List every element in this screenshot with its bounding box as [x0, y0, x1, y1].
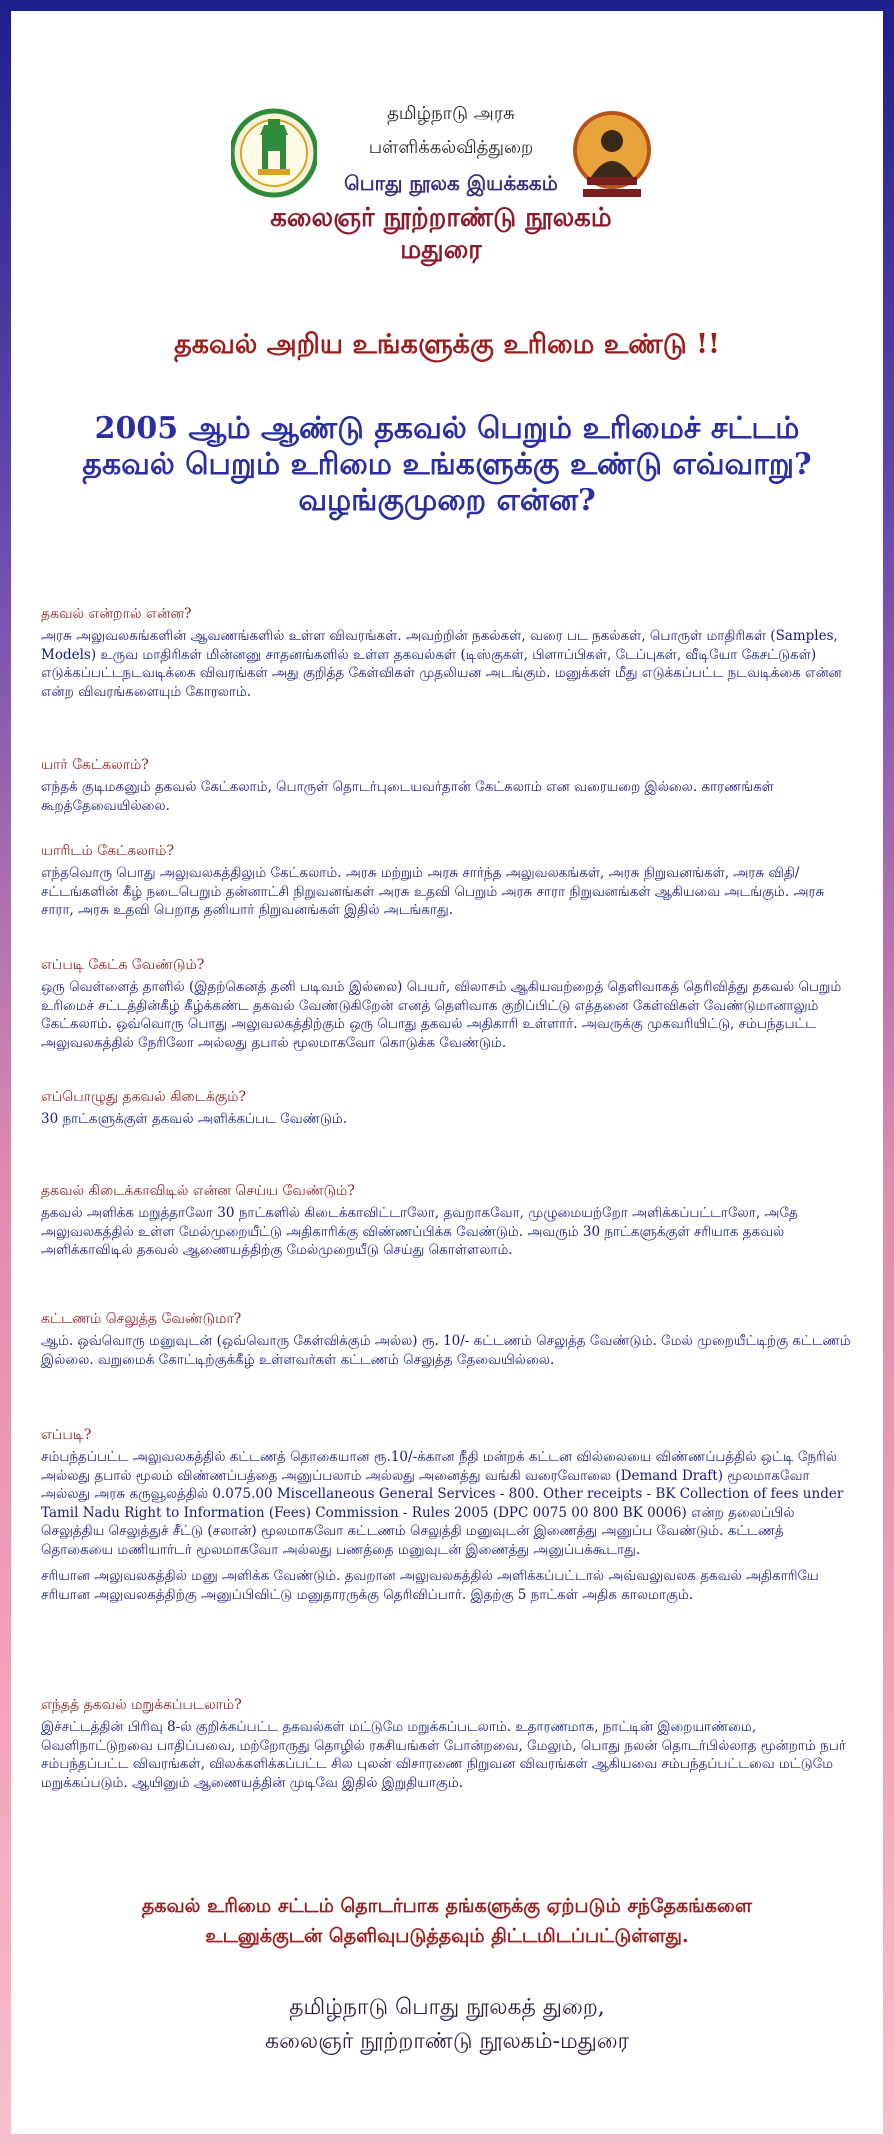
faq-answer-extra: சரியான அலுவலகத்தில் மனு அளிக்க வேண்டும். தவறான அலுவலகத்தில் அளிக்கப்பட்டால் அவ்வலுவலக தகவல் அதிகாரியே சரியான அலுவலகத்திற்கு அனுப்பிவிட்டு மனுதாரருக்கு தெரிவிப்பார். இதற்கு 5 நாட்கள் அதிக காலமாகும்.	[41, 1568, 819, 1603]
faq-how-to-pay	[41, 1427, 853, 1604]
footer-note-line-2: உடனுக்குடன் தெளிவுபடுத்தவும் திட்டமிடப்பட்டுள்ளது.	[205, 1925, 689, 1947]
faq-question: யார் கேட்கலாம்?	[41, 757, 149, 773]
faq-question: எப்படி?	[41, 1427, 92, 1443]
faq-when-received	[41, 1089, 853, 1129]
footer-note-line-1: தகவல் உரிமை சட்டம் தொடர்பாக தங்களுக்கு ஏற்படும் சந்தேகங்களை	[141, 1895, 753, 1917]
title-line-1: 2005 ஆம் ஆண்டு தகவல் பெறும் உரிமைச் சட்டம்	[94, 411, 800, 446]
faq-answer: இச்சட்டத்தின் பிரிவு 8-ல் குறிக்கப்பட்ட தகவல்கள் மட்டுமே மறுக்கப்படலாம். உதாரணமாக, நாட்டின் இறையாண்மை, வெளிநாட்டுறவை பாதிப்பவை, மற்றோருது தொழில் ரகசியங்கள் போன்றவை, மேலும், பொது நலன் தொடர்பில்லாத மூன்றாம் நபர் சம்பந்தப்பட்ட விவரங்கள், விலக்களிக்கப்பட்ட சில புலன் விசாரணை நிறுவன விவரங்கள் ஆகியவை சம்பந்தப்பட்டவை மட்டுமே மறுக்கப்படும். ஆயினும் ஆணையத்தின் முடிவே இதில் இறுதியாகும்.	[41, 1719, 846, 1791]
tagline: தகவல் அறிய உங்களுக்கு உரிமை உண்டு !!	[174, 329, 720, 360]
header-state: தமிழ்நாடு அரசு	[387, 103, 515, 124]
faq-question: தகவல் என்றால் என்ன?	[41, 606, 192, 622]
poster	[11, 11, 883, 2134]
title-line-3: வழங்குமுறை என்ன?	[298, 483, 596, 518]
faq-question: கட்டணம் செலுத்த வேண்டுமா?	[41, 1311, 242, 1327]
tamilnadu-emblem-icon	[231, 107, 317, 199]
title-line-2: தகவல் பெறும் உரிமை உங்களுக்கு உண்டு எவ்வாறு?	[82, 447, 812, 482]
faq-who-can-ask	[41, 757, 853, 815]
header-city: மதுரை	[400, 235, 482, 265]
faq-answer: ஆம். ஒவ்வொரு மனுவுடன் (ஒவ்வொரு கேள்விக்கும் அல்ல) ரூ. 10/- கட்டணம் செலுத்த வேண்டும். மேல் முறையீட்டிற்கு கட்டணம் இல்லை. வறுமைக் கோட்டிற்குக்கீழ் உள்ளவர்கள் கட்டணம் செலுத்த தேவையில்லை.	[41, 1333, 851, 1368]
faq-what-is-info	[41, 606, 853, 701]
faq-answer: அரசு அலுவலகங்களின் ஆவணங்களில் உள்ள விவரங்கள். அவற்றின் நகல்கள், வரை பட நகல்கள், பொருள் மாதிரிகள் (Samples, Models) உருவ மாதிரிகள் மின்னனு சாதனங்களில் உள்ள தகவல்கள் (டிஸ்குகள், பிளாப்பிகள், டேப்புகள், வீடியோ கேசட்டுகள்) எடுக்கப்பட்டநடவடிக்கை விவரங்கள் அது குறித்த கேள்விகள் முதலியன அடங்கும். மனுக்கள் மீது எடுக்கப்பட்ட நடவடிக்கை என்ன என்ற விவரங்களையும் கோரலாம்.	[41, 628, 842, 700]
faq-answer: ஒரு வெள்ளைத் தாளில் (இதற்கெனத் தனி படிவம் இல்லை) பெயர், விலாசம் ஆகியவற்றைத் தெளிவாகத் தெரிவித்து தகவல் பெறும் உரிமைச் சட்டத்தின்கீழ் கீழ்க்கண்ட தகவல் வேண்டுகிறேன் எனத் தெளிவாக குறிப்பிட்டு எத்தனை கேள்விகள் வேண்டுமானாலும் கேட்கலாம். ஒவ்வொரு பொது அலுவலகத்திற்கும் ஒரு பொது தகவல் அதிகாரி உள்ளார். அவருக்கு முகவரியிட்டு, சம்பந்தபட்ட அலுவலகத்தில் நேரிலோ அல்லது தபால் மூலமாகவோ கொடுக்க வேண்டும்.	[41, 979, 842, 1051]
faq-answer: தகவல் அளிக்க மறுத்தாலோ 30 நாட்களில் கிடைக்காவிட்டாலோ, தவறாகவோ, முழுமையற்றோ அளிக்கப்பட்டாலோ, அதே அலுவலகத்தில் உள்ள மேல்முறையீட்டு அதிகாரிக்கு விண்ணப்பிக்க வேண்டும். அவரும் 30 நாட்களுக்குள் சரியாக தகவல் அளிக்காவிடில் தகவல் ஆணையத்திற்கு மேல்முறையீடு செய்து கொள்ளலாம்.	[41, 1205, 798, 1258]
faq-whom-to-ask	[41, 843, 853, 920]
faq-how-to-ask	[41, 957, 853, 1052]
faq-answer: சம்பந்தப்பட்ட அலுவலகத்தில் கட்டணத் தொகையான ரூ.10/-க்கான நீதி மன்றக் கட்டன வில்லையை விண்ணப்பத்தில் ஒட்டி நேரில் அல்லது தபால் மூலம் விண்ணப்பத்தை அனுப்பலாம் அல்லது அனைத்து வங்கி வரைவோலை (Demand Draft) மூலமாகவோ அல்லது அரசு கருவூலத்தில் 0.075.00 Miscellaneous General Services - 800. Other receipts - BK Collection of fees under Tamil Nadu Right to Information (Fees) Commission - Rules 2005 (DPC 0075 00 800 BK 0006) என்ற தலைப்பில் செலுத்திய செலுத்துச் சீட்டு (சலான்) மூலமாகவோ கட்டணம் செலுத்தி மனுவுடன் இணைத்து அனுப்ப வேண்டும். கட்டணத் தொகையை மணியார்டர் மூலமாகவோ அல்லது பணத்தை மனுவுடன் இணைத்து அனுப்பக்கூடாது.	[41, 1449, 844, 1558]
header-library-name: கலைஞர் நூற்றாண்டு நூலகம்	[270, 203, 612, 233]
faq-question: தகவல் கிடைக்காவிடில் என்ன செய்ய வேண்டும்?	[41, 1183, 355, 1199]
faq-answer: எந்தக் குடிமகனும் தகவல் கேட்கலாம், பொருள் தொடர்புடையவர்தான் கேட்கலாம் என வரையறை இல்லை. காரணங்கள் கூறத்தேவையில்லை.	[41, 779, 774, 814]
faq-answer: எந்தவொரு பொது அலுவலகத்திலும் கேட்கலாம். அரசு மற்றும் அரசு சார்ந்த அலுவலகங்கள், அரசு நிறுவனங்கள், அரசு விதி/சட்டங்களின் கீழ் நடைபெறும் தன்னாட்சி நிறுவனங்கள் அரசு உதவி பெறும் அரசு சாரா நிறுவனங்கள் ஆகியவை அடங்கும். அரசு சாரா, அரசு உதவி பெறாத தனியார் நிறுவனங்கள் இதில் அடங்காது.	[41, 865, 825, 918]
faq-what-denied	[41, 1697, 853, 1792]
header	[11, 11, 883, 271]
header-department: பள்ளிக்கல்வித்துறை	[368, 137, 534, 158]
faq-if-not-received	[41, 1183, 853, 1260]
footer-note	[31, 1891, 863, 1951]
faq-answer: 30 நாட்களுக்குள் தகவல் அளிக்கப்பட வேண்டும்.	[41, 1111, 348, 1127]
footer-signature-line-2: கலைஞர் நூற்றாண்டு நூலகம்-மதுரை	[265, 2029, 629, 2054]
page-title	[31, 411, 863, 519]
footer-signature	[31, 1991, 863, 2059]
faq-question: எந்தத் தகவல் மறுக்கப்படலாம்?	[41, 1697, 242, 1713]
library-statue-logo-icon	[573, 111, 651, 201]
faq-question: எப்பொழுது தகவல் கிடைக்கும்?	[41, 1089, 247, 1105]
faq-question: யாரிடம் கேட்கலாம்?	[41, 843, 174, 859]
faq-fee	[41, 1311, 853, 1369]
header-directorate: பொது நூலக இயக்ககம்	[344, 171, 558, 195]
footer-signature-line-1: தமிழ்நாடு பொது நூலகத் துறை,	[289, 1995, 605, 2020]
faq-question: எப்படி கேட்க வேண்டும்?	[41, 957, 205, 973]
